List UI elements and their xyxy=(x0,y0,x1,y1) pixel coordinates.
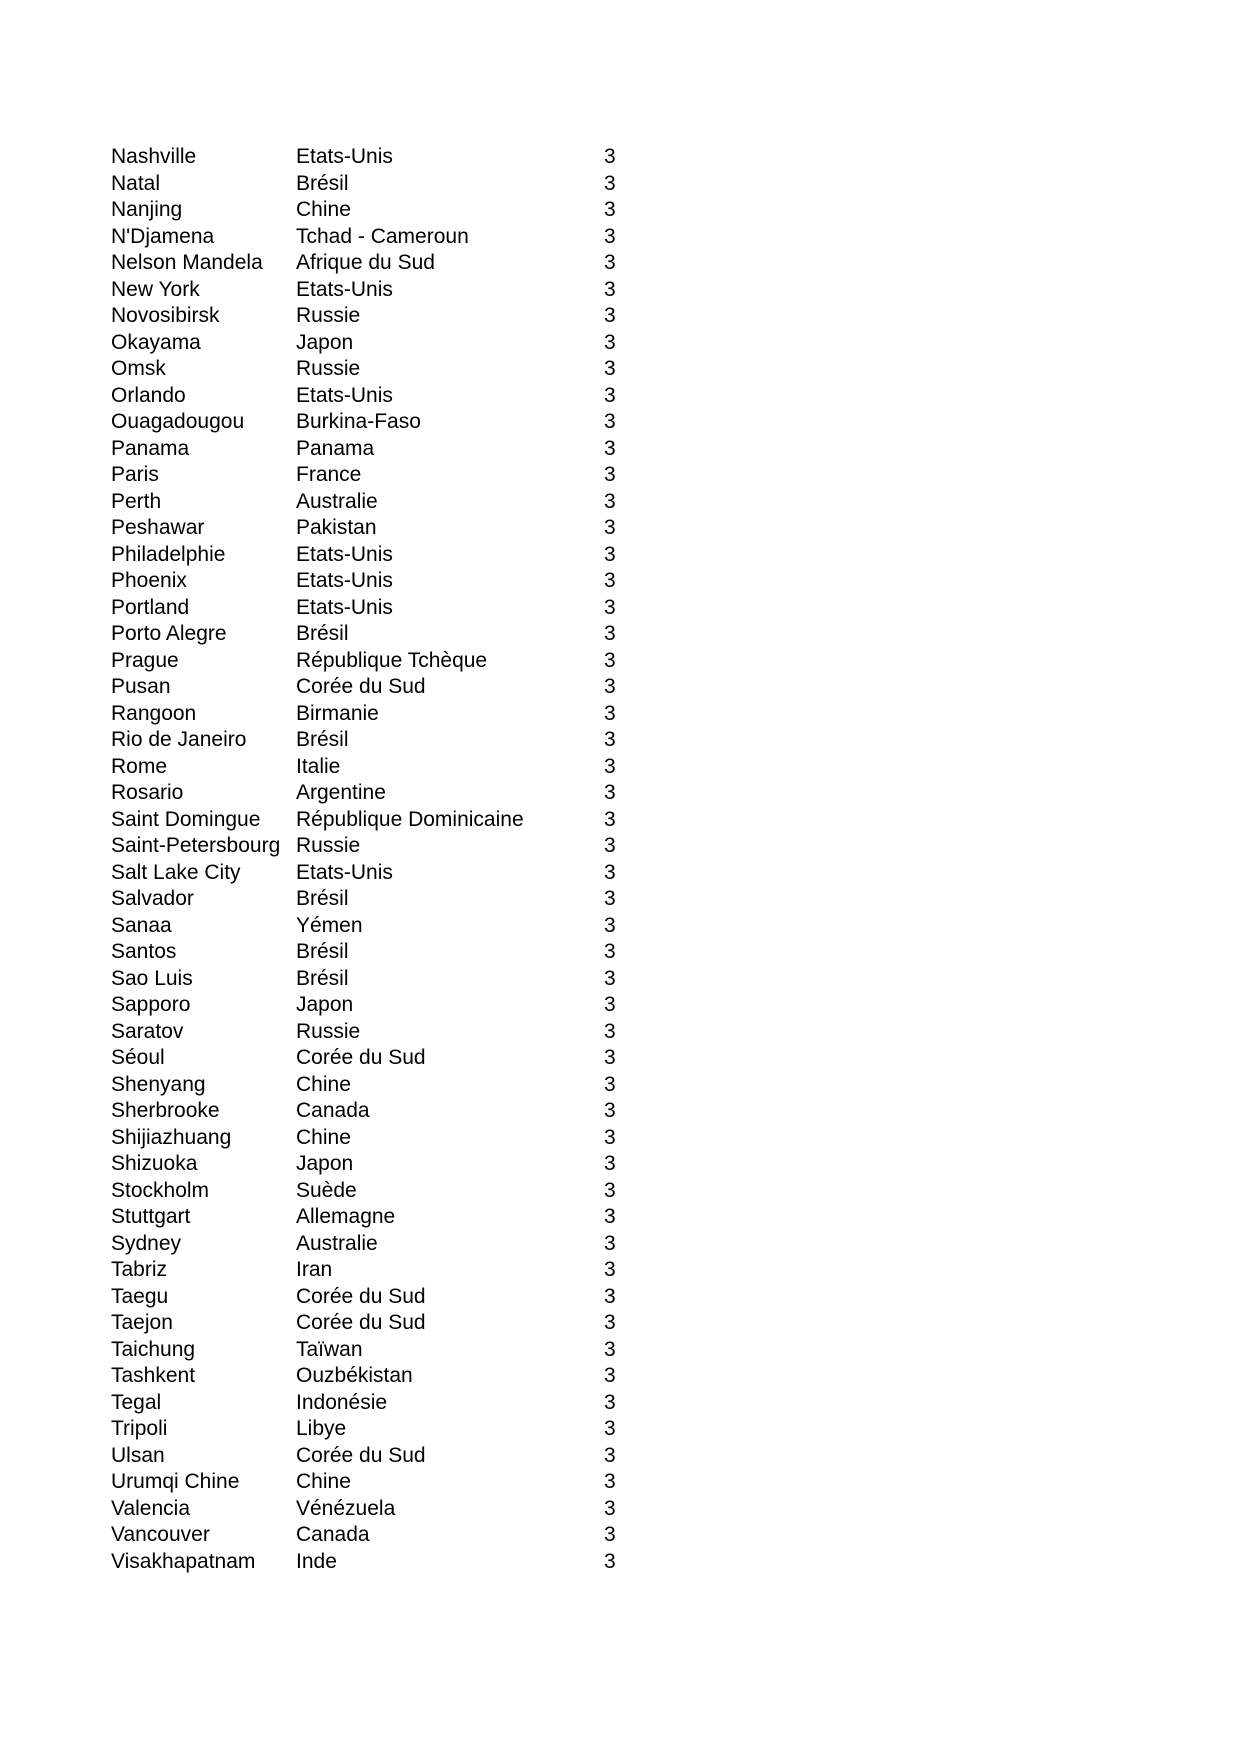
city-cell: Rangoon xyxy=(111,701,197,725)
country-cell: Iran xyxy=(296,1258,333,1281)
table-row xyxy=(111,1151,624,1178)
country-cell: Tchad - Cameroun xyxy=(296,224,469,248)
table-row xyxy=(111,621,624,648)
city-cell: Panama xyxy=(111,436,190,460)
table-row xyxy=(111,648,624,675)
table-row xyxy=(111,1204,624,1231)
table-row xyxy=(111,780,624,807)
city-cell: Sherbrooke xyxy=(111,1099,220,1122)
city-cell: Tegal xyxy=(111,1390,162,1414)
country-cell: Etats-Unis xyxy=(296,145,393,168)
table-row xyxy=(111,701,624,728)
country-cell: Afrique du Sud xyxy=(296,251,435,274)
table-row xyxy=(111,1363,624,1390)
city-cell: Shijiazhuang xyxy=(111,1125,232,1149)
table-row xyxy=(111,144,624,171)
country-cell: Brésil xyxy=(296,171,349,195)
country-cell: Chine xyxy=(296,198,351,221)
city-cell: Porto Alegre xyxy=(111,622,227,645)
table-row xyxy=(111,409,624,436)
city-cell: Saint Domingue xyxy=(111,807,261,831)
city-cell: Pusan xyxy=(111,675,171,698)
city-cell: Tripoli xyxy=(111,1417,168,1440)
table-row xyxy=(111,356,624,383)
table-row xyxy=(111,1522,624,1549)
city-cell: Sydney xyxy=(111,1231,182,1255)
city-cell: Orlando xyxy=(111,383,186,407)
table-row xyxy=(111,913,624,940)
table-row xyxy=(111,1310,624,1337)
count-cell: 3 xyxy=(604,516,616,539)
table-row xyxy=(111,383,624,410)
country-cell: Ouzbékistan xyxy=(296,1364,413,1387)
city-cell: Tabriz xyxy=(111,1258,168,1281)
table-row xyxy=(111,1416,624,1443)
country-cell: Russie xyxy=(296,834,361,857)
country-cell: Italie xyxy=(296,754,341,778)
city-cell: Omsk xyxy=(111,357,166,380)
count-cell: 3 xyxy=(604,1205,616,1228)
city-cell: Stockholm xyxy=(111,1178,210,1202)
count-cell: 3 xyxy=(604,410,616,433)
count-cell: 3 xyxy=(604,913,616,937)
city-cell: Urumqi Chine xyxy=(111,1470,240,1493)
table-row xyxy=(111,1045,624,1072)
table-row xyxy=(111,1337,624,1364)
count-cell: 3 xyxy=(604,251,616,274)
count-cell: 3 xyxy=(604,1125,616,1149)
count-cell: 3 xyxy=(604,1284,616,1308)
country-cell: Russie xyxy=(296,1019,361,1043)
country-cell: Japon xyxy=(296,993,354,1016)
country-cell: Canada xyxy=(296,1099,370,1122)
table-row xyxy=(111,1549,624,1576)
count-cell: 3 xyxy=(604,1390,616,1414)
count-cell: 3 xyxy=(604,1258,616,1281)
city-cell: Nashville xyxy=(111,145,197,168)
count-cell: 3 xyxy=(604,701,616,725)
city-cell: Taichung xyxy=(111,1337,196,1361)
table-row xyxy=(111,303,624,330)
country-cell: Etats-Unis xyxy=(296,860,393,884)
country-cell: Vénézuela xyxy=(296,1496,396,1520)
table-row xyxy=(111,807,624,834)
count-cell: 3 xyxy=(604,145,616,168)
count-cell: 3 xyxy=(604,781,616,804)
table-row xyxy=(111,1284,624,1311)
table-row xyxy=(111,1098,624,1125)
country-cell: Etats-Unis xyxy=(296,569,393,592)
table-row xyxy=(111,939,624,966)
table-row xyxy=(111,1496,624,1523)
country-cell: Brésil xyxy=(296,728,349,751)
count-cell: 3 xyxy=(604,1496,616,1520)
country-cell: Burkina-Faso xyxy=(296,410,421,433)
country-cell: Indonésie xyxy=(296,1390,388,1414)
country-cell: France xyxy=(296,463,362,486)
table-row xyxy=(111,833,624,860)
count-cell: 3 xyxy=(604,171,616,195)
country-cell: Etats-Unis xyxy=(296,542,393,566)
count-cell: 3 xyxy=(604,1152,616,1175)
count-cell: 3 xyxy=(604,966,616,990)
city-cell: New York xyxy=(111,277,200,301)
count-cell: 3 xyxy=(604,330,616,354)
city-cell: Taejon xyxy=(111,1311,173,1334)
country-cell: Pakistan xyxy=(296,516,377,539)
table-row xyxy=(111,1019,624,1046)
city-cell: Natal xyxy=(111,171,161,195)
city-cell: Sao Luis xyxy=(111,966,193,990)
table-row xyxy=(111,754,624,781)
country-cell: Birmanie xyxy=(296,701,379,725)
count-cell: 3 xyxy=(604,728,616,751)
table-row xyxy=(111,1257,624,1284)
city-cell: Saint-Petersbourg xyxy=(111,834,281,857)
city-cell: Okayama xyxy=(111,330,201,354)
country-cell: Suède xyxy=(296,1178,357,1202)
city-country-table xyxy=(111,144,624,1575)
table-row xyxy=(111,436,624,463)
city-cell: Shizuoka xyxy=(111,1152,198,1175)
city-cell: Peshawar xyxy=(111,516,205,539)
city-cell: Rosario xyxy=(111,781,184,804)
count-cell: 3 xyxy=(604,940,616,963)
city-cell: Portland xyxy=(111,595,190,619)
table-row xyxy=(111,1443,624,1470)
count-cell: 3 xyxy=(604,542,616,566)
country-cell: Canada xyxy=(296,1523,370,1546)
table-row xyxy=(111,568,624,595)
country-cell: Corée du Sud xyxy=(296,1311,426,1334)
country-cell: Japon xyxy=(296,1152,354,1175)
city-cell: Rome xyxy=(111,754,168,778)
country-cell: Russie xyxy=(296,357,361,380)
count-cell: 3 xyxy=(604,1019,616,1043)
table-row xyxy=(111,197,624,224)
country-cell: Chine xyxy=(296,1470,351,1493)
count-cell: 3 xyxy=(604,1417,616,1440)
table-row xyxy=(111,171,624,198)
city-cell: Sanaa xyxy=(111,913,172,937)
table-row xyxy=(111,966,624,993)
table-row xyxy=(111,860,624,887)
city-cell: Sapporo xyxy=(111,993,191,1016)
table-row xyxy=(111,1231,624,1258)
count-cell: 3 xyxy=(604,834,616,857)
count-cell: 3 xyxy=(604,1337,616,1361)
count-cell: 3 xyxy=(604,277,616,301)
country-cell: Argentine xyxy=(296,781,386,804)
count-cell: 3 xyxy=(604,436,616,460)
count-cell: 3 xyxy=(604,675,616,698)
city-cell: N'Djamena xyxy=(111,224,215,248)
table-row xyxy=(111,1125,624,1152)
country-cell: Inde xyxy=(296,1549,337,1573)
count-cell: 3 xyxy=(604,1470,616,1493)
count-cell: 3 xyxy=(604,993,616,1016)
count-cell: 3 xyxy=(604,860,616,884)
city-cell: Taegu xyxy=(111,1284,169,1308)
country-cell: Taïwan xyxy=(296,1337,363,1361)
country-cell: Corée du Sud xyxy=(296,1284,426,1308)
table-row xyxy=(111,727,624,754)
table-row xyxy=(111,542,624,569)
count-cell: 3 xyxy=(604,1178,616,1202)
table-row xyxy=(111,1178,624,1205)
country-cell: Chine xyxy=(296,1072,351,1096)
city-cell: Novosibirsk xyxy=(111,304,220,327)
city-cell: Salt Lake City xyxy=(111,860,241,884)
count-cell: 3 xyxy=(604,1549,616,1573)
country-cell: Panama xyxy=(296,436,375,460)
count-cell: 3 xyxy=(604,383,616,407)
count-cell: 3 xyxy=(604,807,616,831)
country-cell: Japon xyxy=(296,330,354,354)
table-row xyxy=(111,224,624,251)
country-cell: Etats-Unis xyxy=(296,383,393,407)
country-cell: Etats-Unis xyxy=(296,277,393,301)
city-cell: Stuttgart xyxy=(111,1205,191,1228)
count-cell: 3 xyxy=(604,1231,616,1255)
city-cell: Visakhapatnam xyxy=(111,1549,256,1573)
city-cell: Vancouver xyxy=(111,1523,210,1546)
count-cell: 3 xyxy=(604,1046,616,1069)
country-cell: Brésil xyxy=(296,940,349,963)
count-cell: 3 xyxy=(604,1311,616,1334)
city-cell: Nanjing xyxy=(111,198,183,221)
count-cell: 3 xyxy=(604,357,616,380)
table-row xyxy=(111,277,624,304)
count-cell: 3 xyxy=(604,304,616,327)
count-cell: 3 xyxy=(604,569,616,592)
city-cell: Nelson Mandela xyxy=(111,251,263,274)
country-cell: République Dominicaine xyxy=(296,807,524,831)
table-row xyxy=(111,515,624,542)
table-row xyxy=(111,886,624,913)
table-row xyxy=(111,489,624,516)
table-row xyxy=(111,674,624,701)
city-cell: Salvador xyxy=(111,887,194,910)
city-cell: Phoenix xyxy=(111,569,187,592)
city-cell: Valencia xyxy=(111,1496,190,1520)
table-row xyxy=(111,992,624,1019)
table-row xyxy=(111,330,624,357)
country-cell: Etats-Unis xyxy=(296,595,393,619)
country-cell: Brésil xyxy=(296,887,349,910)
count-cell: 3 xyxy=(604,463,616,486)
city-cell: Ulsan xyxy=(111,1443,165,1467)
city-cell: Séoul xyxy=(111,1046,165,1069)
count-cell: 3 xyxy=(604,754,616,778)
count-cell: 3 xyxy=(604,622,616,645)
table-row xyxy=(111,1469,624,1496)
city-cell: Shenyang xyxy=(111,1072,206,1096)
country-cell: Allemagne xyxy=(296,1205,396,1228)
country-cell: République Tchèque xyxy=(296,648,488,672)
city-cell: Perth xyxy=(111,489,162,513)
count-cell: 3 xyxy=(604,595,616,619)
country-cell: Chine xyxy=(296,1125,351,1149)
country-cell: Corée du Sud xyxy=(296,1443,426,1467)
country-cell: Australie xyxy=(296,489,378,513)
count-cell: 3 xyxy=(604,887,616,910)
table-row xyxy=(111,462,624,489)
city-cell: Paris xyxy=(111,463,159,486)
country-cell: Russie xyxy=(296,304,361,327)
table-row xyxy=(111,595,624,622)
count-cell: 3 xyxy=(604,1099,616,1122)
count-cell: 3 xyxy=(604,1443,616,1467)
country-cell: Libye xyxy=(296,1417,347,1440)
city-cell: Santos xyxy=(111,940,177,963)
count-cell: 3 xyxy=(604,648,616,672)
country-cell: Brésil xyxy=(296,622,349,645)
city-cell: Tashkent xyxy=(111,1364,196,1387)
country-cell: Yémen xyxy=(296,913,363,937)
count-cell: 3 xyxy=(604,224,616,248)
country-cell: Brésil xyxy=(296,966,349,990)
count-cell: 3 xyxy=(604,198,616,221)
count-cell: 3 xyxy=(604,1523,616,1546)
count-cell: 3 xyxy=(604,489,616,513)
count-cell: 3 xyxy=(604,1364,616,1387)
country-cell: Australie xyxy=(296,1231,378,1255)
city-cell: Ouagadougou xyxy=(111,410,245,433)
country-cell: Corée du Sud xyxy=(296,675,426,698)
table-row xyxy=(111,1390,624,1417)
table-row xyxy=(111,250,624,277)
country-cell: Corée du Sud xyxy=(296,1046,426,1069)
city-cell: Rio de Janeiro xyxy=(111,728,247,751)
city-cell: Philadelphie xyxy=(111,542,226,566)
city-cell: Saratov xyxy=(111,1019,184,1043)
table-row xyxy=(111,1072,624,1099)
count-cell: 3 xyxy=(604,1072,616,1096)
city-cell: Prague xyxy=(111,648,179,672)
